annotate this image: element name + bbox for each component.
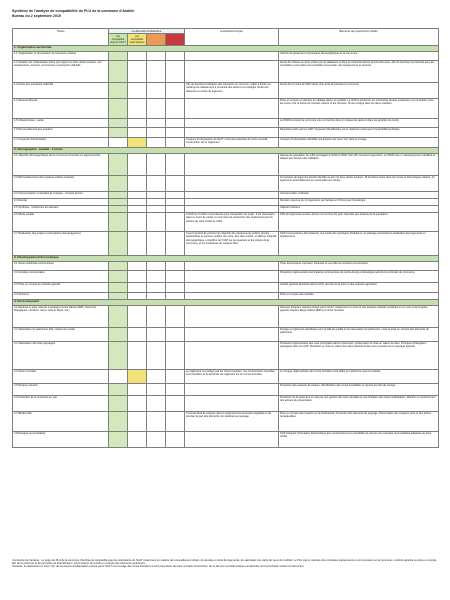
row-improve: Il conviendrait de préciser dans le règlement les essences végétales et de préciser la part des éléments non destinés au paysage: [185, 411, 279, 431]
row-improve: [185, 205, 279, 212]
compat-cell-green: [109, 411, 128, 431]
compat-cell-green: [109, 212, 128, 231]
compat-cell-red: [166, 153, 185, 175]
row-positive: Résultats précis par les OAP. Imposant l'identification par le règlement ainsi que l'impossibilité technique: [279, 127, 439, 137]
table-row: [13, 411, 439, 431]
table-row: [13, 431, 439, 447]
row-improve: [185, 60, 279, 82]
compat-cell-red: [166, 198, 185, 205]
compat-cell-yellow: [128, 261, 147, 270]
row-positive: Absence d'espace naturel protégé par le SCoT. Classement en zone N des espaces naturels sensibles ou en zone A de l'espace agricole. Espace Boisé Classé (EBC) et zones humides: [279, 305, 439, 327]
row-positive: Densité moyenne de 14 logements par hectare et 16 brut pour l'enveloppe: [279, 198, 439, 205]
row-positive: Protection réglementaire des vues principales dans le document, préservation et mise en valeur de sites. Principes d'intégration paysagère dans les OAP. Protection et mise en valeur des sites naturels et des vues ouvertes sur le paysage agricole: [279, 341, 439, 369]
table-row: [13, 98, 439, 118]
compat-cell-orange: [147, 369, 166, 383]
row-positive: Volonté de préserver la dynamique démographique de la commune: [279, 51, 439, 60]
compat-cell-green: [109, 261, 128, 270]
table-row: [13, 341, 439, 369]
row-improve: [185, 270, 279, 282]
conclusion-line-1: Conclusion de l'analyse : Le projet de PLU de la commune d'Amblie est compatible avec les orientations du SCoT notamment en matière de renouvellement urbain, de densité et mixité de logements, de valorisation du cadre de vie et de mobilité. Le PLU vise le maintien des principaux équipements et commerciaux sur la commune. L'activité agricole est prise en compte afin de la préserver et de permettre sa diversification. Sous réserve de la prise en compte des éléments mentionnés.: [12, 559, 437, 566]
compat-cell-yellow: [128, 282, 147, 292]
row-positive: 15% de logements sociaux prévus sur la zone AU pour répondre aux besoins de la population: [279, 212, 439, 231]
row-positive: Prise en compte des impacts sur la biodiversité. Protection des éléments de paysage. Préservation des espaces verts et des arbres remarquables: [279, 411, 439, 431]
table-row: [13, 270, 439, 282]
compat-cell-green: [109, 175, 128, 191]
compat-cell-orange: [147, 305, 166, 327]
row-improve: [185, 127, 279, 137]
row-theme: 3.4 Tourisme: [13, 292, 109, 299]
row-theme: 4.4 Zones humides: [13, 369, 109, 383]
row-improve: [185, 282, 279, 292]
row-theme: 2.6 Mixité sociale: [13, 212, 109, 231]
compat-cell-yellow: [128, 82, 147, 98]
row-positive: Coupure d'urbanisation identifiée qui dessine par zone "Ap" dans le zonage: [279, 137, 439, 147]
row-theme: 1.7 Coupures d'urbanisation: [13, 137, 109, 147]
row-theme: 1.6 Renouvellement des quartiers: [13, 127, 109, 137]
row-improve: [185, 431, 279, 447]
compat-cell-orange: [147, 205, 166, 212]
compat-cell-orange: [147, 212, 166, 231]
compat-cell-red: [166, 282, 185, 292]
compat-cell-red: [166, 82, 185, 98]
compat-cell-red: [166, 137, 185, 147]
header-documents: Le document d'urbanisme: [109, 29, 185, 34]
header-red: [166, 34, 185, 45]
compat-cell-red: [166, 191, 185, 198]
compat-cell-green: [109, 341, 128, 369]
header-theme: Thème: [13, 29, 109, 46]
compat-cell-yellow: [128, 118, 147, 127]
compat-cell-red: [166, 127, 185, 137]
row-positive: Zones AU situées en tissu urbain par les délaissés et dans la continuité directe proche des axes. Afin de favoriser la proximité avec les centralités et permettre à la centralité communale, des équipements et services: [279, 60, 439, 82]
row-theme: 4.8 Énergies renouvelables: [13, 431, 109, 447]
compat-cell-orange: [147, 261, 166, 270]
compat-cell-yellow: [128, 431, 147, 447]
table-row: [13, 198, 439, 205]
table-row: [13, 261, 439, 270]
row-theme: 4.1 Espaces et sites naturels à protéger (zones Natura 2000, réservoirs biologiques, corridors, trame verte et bleue, etc.): [13, 305, 109, 327]
row-positive: Consommation maîtrisée: [279, 191, 439, 198]
compat-cell-yellow: [128, 305, 147, 327]
compat-cell-orange: [147, 292, 166, 299]
table-row: [13, 82, 439, 98]
row-improve: L'OAP sur l'emblé n'est présente pour l'acquisition du projet. Il est nécessaire, dans un souci de mixité, la commune de rechercher des règlements pour la gestion de cette mixité de l'offre: [185, 212, 279, 231]
compat-cell-yellow: [128, 198, 147, 205]
row-improve: [185, 341, 279, 369]
row-positive: OAP conservatrices afin d'assurer une mixité des typologies d'habitat et un phasage permettant la réalisation des logements et équipements: [279, 231, 439, 255]
compat-cell-orange: [147, 60, 166, 82]
row-improve: Le règlement ne protège pas les zones humides. Les constructions nouvelles sont interdites et la demande de règlement sur les zones humides: [185, 369, 279, 383]
row-improve: [185, 261, 279, 270]
table-row: [13, 395, 439, 411]
row-positive: Protection des espaces de risques. Identification des zones inondables et reports au plan de zonage: [279, 383, 439, 395]
compat-cell-green: [109, 82, 128, 98]
compat-cell-yellow: [128, 51, 147, 60]
compat-cell-orange: [147, 82, 166, 98]
compat-cell-red: [166, 231, 185, 255]
compat-cell-orange: [147, 327, 166, 341]
header-positives: Éléments de projet/points positifs: [279, 29, 439, 46]
row-improve: [185, 383, 279, 395]
compat-cell-orange: [147, 51, 166, 60]
compat-cell-red: [166, 395, 185, 411]
row-theme: 1.4 Secteurs Bourse: [13, 98, 109, 118]
row-theme: 1.3 Accès aux transports collectifs: [13, 82, 109, 98]
compat-cell-green: [109, 98, 128, 118]
row-theme: 2.3 Consommation et densités de l'espace - Compte foncier: [13, 191, 109, 198]
compat-cell-orange: [147, 127, 166, 137]
compat-cell-green: [109, 231, 128, 255]
compat-cell-green: [109, 282, 128, 292]
compat-cell-red: [166, 51, 185, 60]
compat-cell-green: [109, 153, 128, 175]
compat-cell-yellow: [128, 60, 147, 82]
row-improve: [185, 395, 279, 411]
compat-cell-red: [166, 261, 185, 270]
row-improve: [185, 327, 279, 341]
row-theme: 2.7 Réalisation des projets et orientations d'aménagement: [13, 231, 109, 255]
page-title: [12, 9, 292, 19]
row-positive: Protection réglementaire des linéaires commerciaux de centre-bourg et développement de la continuité du commerce: [279, 270, 439, 282]
compat-cell-yellow: [128, 153, 147, 175]
table-row: [13, 191, 439, 198]
compat-cell-red: [166, 60, 185, 82]
row-positive: Prise en compte et valoriser le maillage piéton et cyclable. Le OAP et préserver les continuités douces existantes et à compléter entre les zones. Par la fusion de l'espace naturel et les chemins. Ils les protège dans les deux quartiers: [279, 98, 439, 118]
compat-cell-yellow: [128, 205, 147, 212]
row-positive: Tissu économique important. Diversité et une offre de services commerciaux: [279, 261, 439, 270]
compat-cell-green: [109, 205, 128, 212]
compat-cell-yellow: [128, 212, 147, 231]
section-title: 1. Organisation territoriale: [13, 45, 439, 51]
compat-cell-red: [166, 411, 185, 431]
compat-cell-yellow: [128, 395, 147, 411]
table-body: [13, 45, 439, 447]
compat-cell-yellow: [128, 292, 147, 299]
table-row: [13, 369, 439, 383]
compat-cell-green: [109, 51, 128, 60]
compat-cell-red: [166, 98, 185, 118]
row-improve: [185, 51, 279, 60]
row-theme: 1.5 Infrastructures - santé: [13, 118, 109, 127]
table-row: [13, 205, 439, 212]
compat-cell-yellow: [128, 369, 147, 383]
compat-cell-green: [109, 327, 128, 341]
row-improve: Il est important de préciser les objectifs des équipements publics (écoles, périscolaire) et services publics. En outre, des sites mixtes, et affirmer l'objectif démographique. L'équilibre de l'OAP sur les quartiers et les projets de la commune, et les contraintes de certains sites: [185, 231, 279, 255]
compat-cell-orange: [147, 411, 166, 431]
row-improve: [185, 191, 279, 198]
compat-cell-green: [109, 198, 128, 205]
row-improve: [185, 118, 279, 127]
table-row: [13, 327, 439, 341]
table-row: [13, 153, 439, 175]
compat-cell-red: [166, 305, 185, 327]
compat-cell-green: [109, 431, 128, 447]
compat-cell-green: [109, 127, 128, 137]
title-line-2: Bureau du 2 septembre 2019: [12, 14, 61, 19]
row-improve: [185, 198, 279, 205]
compat-cell-green: [109, 305, 128, 327]
compat-cell-orange: [147, 153, 166, 175]
row-improve: Afin de favoriser l'utilisation des transports en commun, veiller à limiter au parkings de rabattement à proximité des arrêts et à privilégier plutôt une desserte au centre du logement: [185, 82, 279, 98]
row-positive: Le PADD à travers la commune vise à s'inscrire dans un réseau de santé et dans les activités du centre: [279, 118, 439, 127]
row-improve: [185, 292, 279, 299]
compat-cell-yellow: [128, 383, 147, 395]
compat-cell-red: [166, 270, 185, 282]
row-positive: Objectif cohérent: [279, 205, 439, 212]
compat-cell-green: [109, 137, 128, 147]
table-row: [13, 118, 439, 127]
compat-cell-orange: [147, 98, 166, 118]
compat-cell-red: [166, 212, 185, 231]
row-positive: Zones AU à moins de 500 mètres d'un arrêt de transport en commun: [279, 82, 439, 98]
compat-cell-orange: [147, 118, 166, 127]
compat-cell-yellow: [128, 270, 147, 282]
row-theme: 4.7 Biodiversité: [13, 411, 109, 431]
section-title: 2. Démographie - Habitat - Foncier: [13, 147, 439, 153]
row-improve: [185, 98, 279, 118]
table-row: [13, 51, 439, 60]
table-row: [13, 383, 439, 395]
row-theme: 1.2 Situation de l'urbanisation future par rapport au tissu urbain existant, aux équipements, services, commerces et transports collectifs: [13, 60, 109, 82]
row-improve: Coupure d'urbanisation du SCoT n'est pas présentée de toute nouvelle construction par le règlement: [185, 137, 279, 147]
compat-cell-orange: [147, 191, 166, 198]
compat-cell-yellow: [128, 191, 147, 198]
compat-cell-orange: [147, 231, 166, 255]
compat-cell-red: [166, 369, 185, 383]
compat-cell-yellow: [128, 137, 147, 147]
compatibility-table: [12, 28, 439, 448]
compat-cell-orange: [147, 198, 166, 205]
conclusion-line-2: Toutefois, le classement en zone "Ap" de la coupure d'urbanisation prévue par le SCoT et le zonage des zones humides ne sont pas prévus de toute nouvelle construction, de ce fait une nouvelle analyse est attendue sur la prochaine version du document.: [12, 565, 305, 569]
row-theme: 3.1 Zones d'activités économiques: [13, 261, 109, 270]
compat-cell-orange: [147, 137, 166, 147]
table-row: [13, 305, 439, 327]
compat-cell-green: [109, 395, 128, 411]
compat-cell-yellow: [128, 98, 147, 118]
compat-cell-yellow: [128, 175, 147, 191]
table-row: [13, 292, 439, 299]
compat-cell-orange: [147, 270, 166, 282]
compat-cell-orange: [147, 282, 166, 292]
header-orange: [147, 34, 166, 45]
title-line-1: Synthèse de l'analyse de compatibilité du PLU de la commune d'Amblie: [12, 9, 135, 13]
row-theme: 3.3 Prise en compte de l'activité agricole: [13, 282, 109, 292]
row-positive: Zonage et règlement spécifiques pour le bâti de qualité et la préservation du patrimoine. Liste et prise en compte des éléments du patrimoine: [279, 327, 439, 341]
compat-cell-orange: [147, 341, 166, 369]
table-row: [13, 231, 439, 255]
compat-cell-yellow: [128, 231, 147, 255]
row-theme: 2.1 Objectifs démographiques de la commune et besoins en logements liés: [13, 153, 109, 175]
row-theme: 4.3 Valorisation des sites paysagers: [13, 341, 109, 369]
row-theme: 4.5 Risques naturels: [13, 383, 109, 395]
row-positive: Hausse de population de 1,8% envisagée à l'horizon 2030. Soit 115 nouveaux logements. Le PADD vise un développement équilibré et adapté aux besoins des habitants: [279, 153, 439, 175]
compat-cell-red: [166, 118, 185, 127]
row-improve: [185, 175, 279, 191]
compat-cell-red: [166, 327, 185, 341]
compat-cell-yellow: [128, 411, 147, 431]
header-compatible: est compatible avec le SCoT: [110, 34, 126, 45]
section-title: 4. Environnement: [13, 299, 439, 305]
row-improve: [185, 305, 279, 327]
row-positive: Protection de la ressource en eau par une gestion des eaux pluviales et une limitation de l'imperméabilisation. Maintien et renforcement des actions de préservation: [279, 395, 439, 411]
header-improve: A améliorer/corriger: [185, 29, 279, 46]
compat-cell-green: [109, 118, 128, 127]
row-theme: 3.2 Activités commerciales: [13, 270, 109, 282]
table-row: [13, 212, 439, 231]
row-theme: 2.5 Synthèse - Cohérence du scénario: [13, 205, 109, 212]
row-improve: [185, 153, 279, 175]
row-positive: Activité agricole favorisée dans le PLU (au titre de la zone et des espaces agricoles): [279, 282, 439, 292]
row-theme: 4.6 Protection de la ressource en eau: [13, 395, 109, 411]
compat-cell-green: [109, 292, 128, 299]
row-theme: 2.4 Densité: [13, 198, 109, 205]
compat-cell-red: [166, 205, 185, 212]
compat-cell-green: [109, 383, 128, 395]
compat-cell-orange: [147, 395, 166, 411]
row-theme: 2.2 Réinvestissement des espaces urbains existants: [13, 175, 109, 191]
compat-cell-green: [109, 60, 128, 82]
row-positive: OAP intégrant l'orientation bioclimatique des constructions et la possibilité de recours aux énergies renouvelables adaptées au tissu urbain: [279, 431, 439, 447]
table-row: [13, 127, 439, 137]
compat-cell-red: [166, 431, 185, 447]
compat-cell-red: [166, 292, 185, 299]
compat-cell-orange: [147, 431, 166, 447]
compat-cell-orange: [147, 175, 166, 191]
row-positive: 11 hectares de logement foncier identifié au sein du tissu urbain existant. 18 hectares inclus dans les zones et d'enveloppe urbaine, 13 logements potentiellement en renouvellement urbain: [279, 175, 439, 191]
table-row: [13, 137, 439, 147]
compat-cell-orange: [147, 383, 166, 395]
compat-cell-red: [166, 175, 185, 191]
table-row: [13, 282, 439, 292]
compat-cell-yellow: [128, 127, 147, 137]
compat-cell-red: [166, 383, 185, 395]
table-row: [13, 175, 439, 191]
compat-cell-yellow: [128, 327, 147, 341]
row-positive: Le zonage règlementaire des zones humides a été défini en cohérence avec les études: [279, 369, 439, 383]
compat-cell-yellow: [128, 341, 147, 369]
section-title: 3. Développement Économique: [13, 255, 439, 261]
row-theme: 4.2 Valorisation du patrimoine bâti, notamment rurale: [13, 327, 109, 341]
header-compatible-reserve: est compatible sous réserve: [128, 34, 147, 45]
compat-cell-green: [109, 369, 128, 383]
compat-cell-red: [166, 341, 185, 369]
table-row: [13, 60, 439, 82]
compat-cell-green: [109, 191, 128, 198]
conclusion: [12, 559, 438, 568]
row-theme: 1.1 Organisation et structuration de l'armature urbaine: [13, 51, 109, 60]
compat-cell-green: [109, 270, 128, 282]
row-positive: Prise en compte des activités: [279, 292, 439, 299]
